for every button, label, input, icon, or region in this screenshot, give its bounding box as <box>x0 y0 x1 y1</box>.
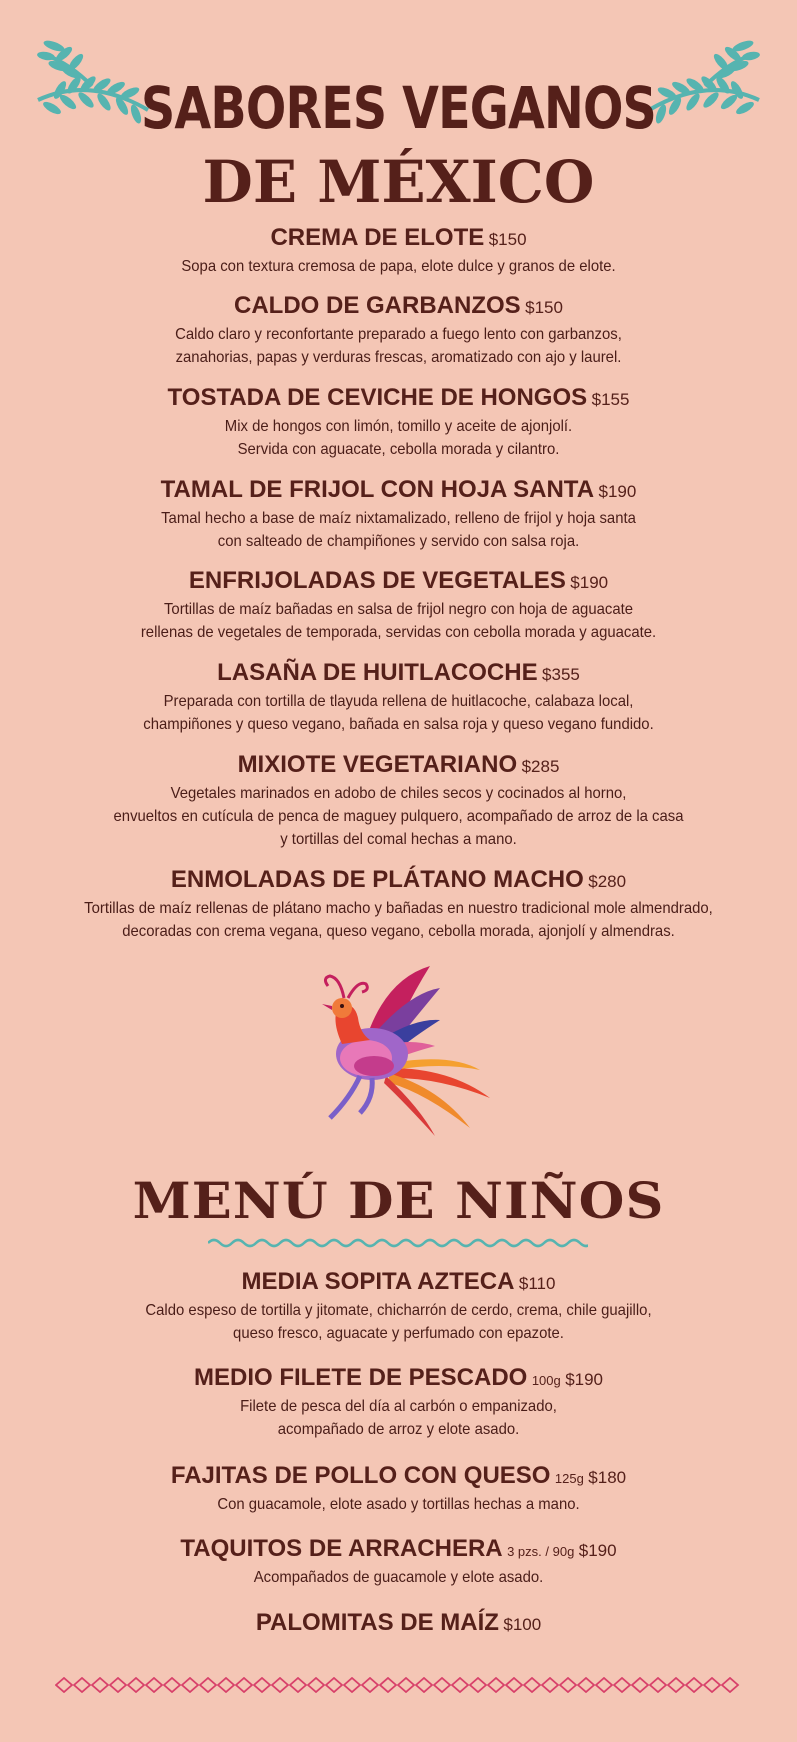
dish-price: $180 <box>588 1468 627 1487</box>
dish-name: MEDIO FILETE DE PESCADO <box>193 1364 528 1391</box>
diamond-mark <box>452 1678 468 1692</box>
dish-price: $155 <box>591 390 630 409</box>
dish-price: $190 <box>578 1541 617 1560</box>
dish-price: $110 <box>518 1274 556 1293</box>
diamond-mark <box>200 1678 216 1692</box>
diamond-mark <box>704 1678 720 1692</box>
dish-name: CALDO DE GARBANZOS <box>234 292 521 319</box>
diamond-mark <box>506 1678 522 1692</box>
diamond-mark <box>650 1678 666 1692</box>
dish-name: CREMA DE ELOTE <box>270 224 485 251</box>
dish-description: Caldo espeso de tortilla y jitomate, chicharrón de cerdo, crema, chile guajillo, queso fresco, aguacate y perfumado con epazote. <box>145 1302 652 1342</box>
kids-item-taquitos-arrachera <box>0 1535 797 1589</box>
dish-portion: 125g <box>554 1471 584 1486</box>
dish-description: Tortillas de maíz bañadas en salsa de frijol negro con hoja de aguacate rellenas de vegetales de temporada, servidas con cebolla morada y aguacate. <box>140 601 657 641</box>
diamond-mark <box>164 1678 180 1692</box>
menu-title-line2: DE MÉXICO <box>202 148 595 216</box>
diamond-mark <box>470 1678 486 1692</box>
diamond-mark <box>362 1678 378 1692</box>
dish-name: TAMAL DE FRIJOL CON HOJA SANTA <box>160 476 595 503</box>
dish-description: Tamal hecho a base de maíz nixtamalizado, relleno de frijol y hoja santa con salteado de champiñones y servido con salsa roja. <box>161 510 636 550</box>
diamond-mark <box>218 1678 234 1692</box>
diamond-mark <box>398 1678 414 1692</box>
diamond-mark <box>74 1678 90 1692</box>
diamond-mark <box>560 1678 576 1692</box>
kids-item-filete-pescado <box>0 1364 797 1441</box>
diamond-mark <box>488 1678 504 1692</box>
diamond-mark <box>614 1678 630 1692</box>
dish-name: LASAÑA DE HUITLACOCHE <box>217 659 538 686</box>
dish-price: $285 <box>521 757 560 776</box>
dish-description: Tortillas de maíz rellenas de plátano macho y bañadas en nuestro tradicional mole almendrado, decoradas con crema vegana, queso vegano, cebolla morada, ajonjolí y almendras. <box>84 900 713 940</box>
diamond-mark <box>524 1678 540 1692</box>
dish-portion: 100g <box>531 1373 561 1388</box>
kids-item-sopita-azteca <box>0 1268 797 1345</box>
diamond-mark <box>686 1678 702 1692</box>
dish-description: Preparada con tortilla de tlayuda rellena de huitlacoche, calabaza local, champiñones y queso vegano, bañada en salsa roja y queso vegano fundido. <box>143 693 654 733</box>
kids-item-fajitas-pollo <box>0 1462 797 1516</box>
diamond-mark <box>578 1678 594 1692</box>
dish-description: Sopa con textura cremosa de papa, elote dulce y granos de elote. <box>181 258 616 275</box>
diamond-mark <box>110 1678 126 1692</box>
diamond-mark <box>272 1678 288 1692</box>
dish-name: FAJITAS DE POLLO CON QUESO <box>170 1462 551 1489</box>
dish-price: $100 <box>503 1615 542 1634</box>
dish-lasana-huitlacoche <box>0 659 797 736</box>
diamond-mark <box>668 1678 684 1692</box>
dish-name: PALOMITAS DE MAÍZ <box>255 1609 499 1636</box>
diamond-mark <box>434 1678 450 1692</box>
diamond-mark <box>416 1678 432 1692</box>
dish-name: TOSTADA DE CEVICHE DE HONGOS <box>167 384 588 411</box>
dish-caldo-de-garbanzos <box>0 292 797 369</box>
dish-name: MIXIOTE VEGETARIANO <box>237 751 518 778</box>
diamond-mark <box>128 1678 144 1692</box>
diamond-mark <box>722 1678 738 1692</box>
wave-divider <box>208 1236 588 1250</box>
dish-description: Caldo claro y reconfortante preparado a fuego lento con garbanzos, zanahorias, papas y verduras frescas, aromatizado con ajo y laurel. <box>175 326 622 366</box>
dish-name: ENMOLADAS DE PLÁTANO MACHO <box>170 866 584 893</box>
dish-name: ENFRIJOLADAS DE VEGETALES <box>188 567 566 594</box>
dish-enfrijoladas <box>0 567 797 644</box>
dish-description: Con guacamole, elote asado y tortillas hechas a mano. <box>217 1496 580 1513</box>
diamond-mark <box>92 1678 108 1692</box>
menu-title-line1: SABORES VEGANOS <box>140 74 656 142</box>
dish-price: $190 <box>565 1370 604 1389</box>
dish-name: MEDIA SOPITA AZTECA <box>241 1268 515 1295</box>
dish-description: Mix de hongos con limón, tomillo y aceite de ajonjolí. Servida con aguacate, cebolla morada y cilantro. <box>224 418 573 458</box>
folk-art-bird-icon <box>300 958 500 1138</box>
kids-item-palomitas <box>0 1609 797 1640</box>
diamond-mark <box>236 1678 252 1692</box>
dish-mixiote-vegetariano <box>0 751 797 851</box>
dish-description: Filete de pesca del día al carbón o empanizado, acompañado de arroz y elote asado. <box>240 1398 557 1438</box>
kids-menu-title: MENÚ DE NIÑOS <box>132 1171 665 1230</box>
dish-portion: 3 pzs. / 90g <box>507 1544 575 1559</box>
dish-name: TAQUITOS DE ARRACHERA <box>180 1535 503 1562</box>
diamond-mark <box>542 1678 558 1692</box>
diamond-mark <box>632 1678 648 1692</box>
diamond-mark <box>146 1678 162 1692</box>
dish-price: $150 <box>488 230 527 249</box>
diamond-mark <box>308 1678 324 1692</box>
diamond-mark <box>344 1678 360 1692</box>
dish-tostada-ceviche-hongos <box>0 384 797 461</box>
diamond-mark <box>596 1678 612 1692</box>
dish-description: Acompañados de guacamole y elote asado. <box>253 1569 544 1586</box>
diamond-mark <box>380 1678 396 1692</box>
diamond-border <box>55 1677 741 1693</box>
dish-price: $190 <box>598 482 637 501</box>
dish-price: $150 <box>525 298 563 317</box>
diamond-mark <box>56 1678 72 1692</box>
dish-price: $355 <box>542 665 580 684</box>
diamond-mark <box>326 1678 342 1692</box>
diamond-mark <box>182 1678 198 1692</box>
dish-enmoladas-platano <box>0 866 797 943</box>
dish-price: $280 <box>588 872 627 891</box>
dish-price: $190 <box>570 573 609 592</box>
diamond-mark <box>290 1678 306 1692</box>
dish-description: Vegetales marinados en adobo de chiles secos y cocinados al horno, envueltos en cutícula de penca de maguey pulquero, acompañado de arroz de la casa y tortillas del comal hechas a mano. <box>113 785 684 848</box>
dish-tamal-de-frijol <box>0 476 797 553</box>
diamond-mark <box>254 1678 270 1692</box>
dish-crema-de-elote <box>0 224 797 278</box>
